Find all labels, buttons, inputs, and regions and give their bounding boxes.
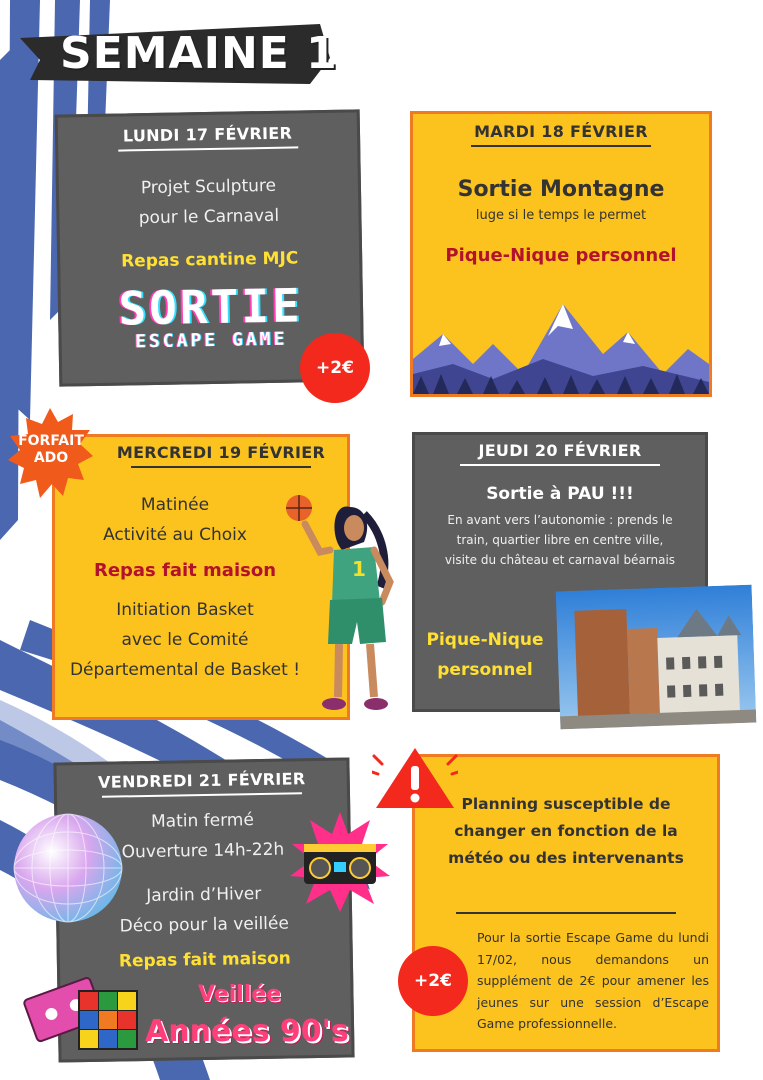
thursday-meal1: Pique-Nique — [426, 630, 544, 650]
tuesday-day: MARDI 18 FÉVRIER — [474, 122, 648, 141]
wednesday-line4: avec le Comité — [121, 630, 249, 650]
forfait-ado-badge — [18, 433, 84, 467]
monday-day: LUNDI 17 FÉVRIER — [122, 123, 293, 146]
wednesday-line5: Départemental de Basket ! — [69, 660, 301, 680]
sortie-title: SORTIE — [117, 278, 304, 336]
thursday-divider — [460, 464, 660, 466]
boombox-illustration — [290, 812, 390, 912]
thursday-desc3: visite du château et carnaval béarnais — [444, 553, 676, 567]
friday-meal: Repas fait maison — [118, 948, 292, 972]
annees-90-label: Années 90's — [145, 1014, 349, 1049]
friday-line3: Jardin d’Hiver — [146, 884, 262, 907]
tuesday-divider — [471, 145, 651, 147]
forfait-ado-line1: FORFAIT — [18, 433, 84, 449]
notice-divider — [456, 912, 676, 914]
thursday-meal2: personnel — [437, 660, 533, 680]
notice-card — [412, 754, 720, 1052]
tuesday-title: Sortie Montagne — [457, 177, 665, 202]
thursday-day: JEUDI 20 FÉVRIER — [478, 441, 642, 460]
notice-extra-badge: +2€ — [398, 946, 468, 1016]
monday-line1: Projet Sculpture — [140, 175, 277, 199]
mountains-illustration — [413, 304, 709, 394]
jersey-number: 1 — [352, 557, 366, 581]
wednesday-divider — [131, 466, 311, 468]
thursday-desc2: train, quartier libre en centre ville, — [456, 533, 664, 547]
friday-day: VENDREDI 21 FÉVRIER — [97, 769, 306, 792]
tuesday-card — [410, 111, 712, 397]
thursday-desc1: En avant vers l’autonomie : prends le — [447, 513, 673, 527]
veillee-label: Veillée — [198, 982, 282, 1007]
thursday-title: Sortie à PAU !!! — [486, 484, 634, 504]
cassette-rubik-illustration — [22, 968, 142, 1058]
notice-line1: Planning susceptible de — [461, 795, 671, 813]
wednesday-line1: Matinée — [140, 495, 210, 515]
tuesday-subtitle: luge si le temps le permet — [475, 208, 647, 223]
basketball-player-illustration — [282, 492, 407, 722]
friday-line1: Matin fermé — [150, 810, 255, 832]
monday-divider — [118, 146, 298, 151]
monday-meal: Repas cantine MJC — [120, 248, 299, 272]
friday-line2: Ouverture 14h-22h — [121, 839, 285, 863]
wednesday-day: MERCREDI 19 FÉVRIER — [116, 443, 326, 462]
notice-line2: changer en fonction de la — [454, 822, 678, 840]
wednesday-line3: Initiation Basket — [116, 600, 254, 620]
tuesday-meal: Pique-Nique personnel — [445, 245, 677, 266]
monday-line2: pour le Carnaval — [138, 205, 280, 229]
pau-castle-photo — [556, 585, 757, 730]
notice-line3: météo ou des intervenants — [448, 849, 684, 867]
forfait-ado-line2: ADO — [33, 450, 69, 466]
monday-extra-badge: +2€ — [300, 333, 370, 403]
warning-icon — [372, 744, 458, 814]
wednesday-line2: Activité au Choix — [103, 525, 247, 545]
disco-ball-illustration — [12, 812, 124, 924]
sortie-subtitle: ESCAPE GAME — [134, 328, 288, 353]
friday-divider — [102, 792, 302, 797]
wednesday-meal: Repas fait maison — [93, 560, 277, 581]
page-title: SEMAINE 1 — [60, 28, 338, 79]
friday-line4: Déco pour la veillée — [119, 913, 290, 937]
escape-game-note: Pour la sortie Escape Game du lundi 17/02, nous demandons un supplément de 2€ pour amener les jeunes sur une session d’Escape Game professionnelle. — [477, 930, 709, 1031]
